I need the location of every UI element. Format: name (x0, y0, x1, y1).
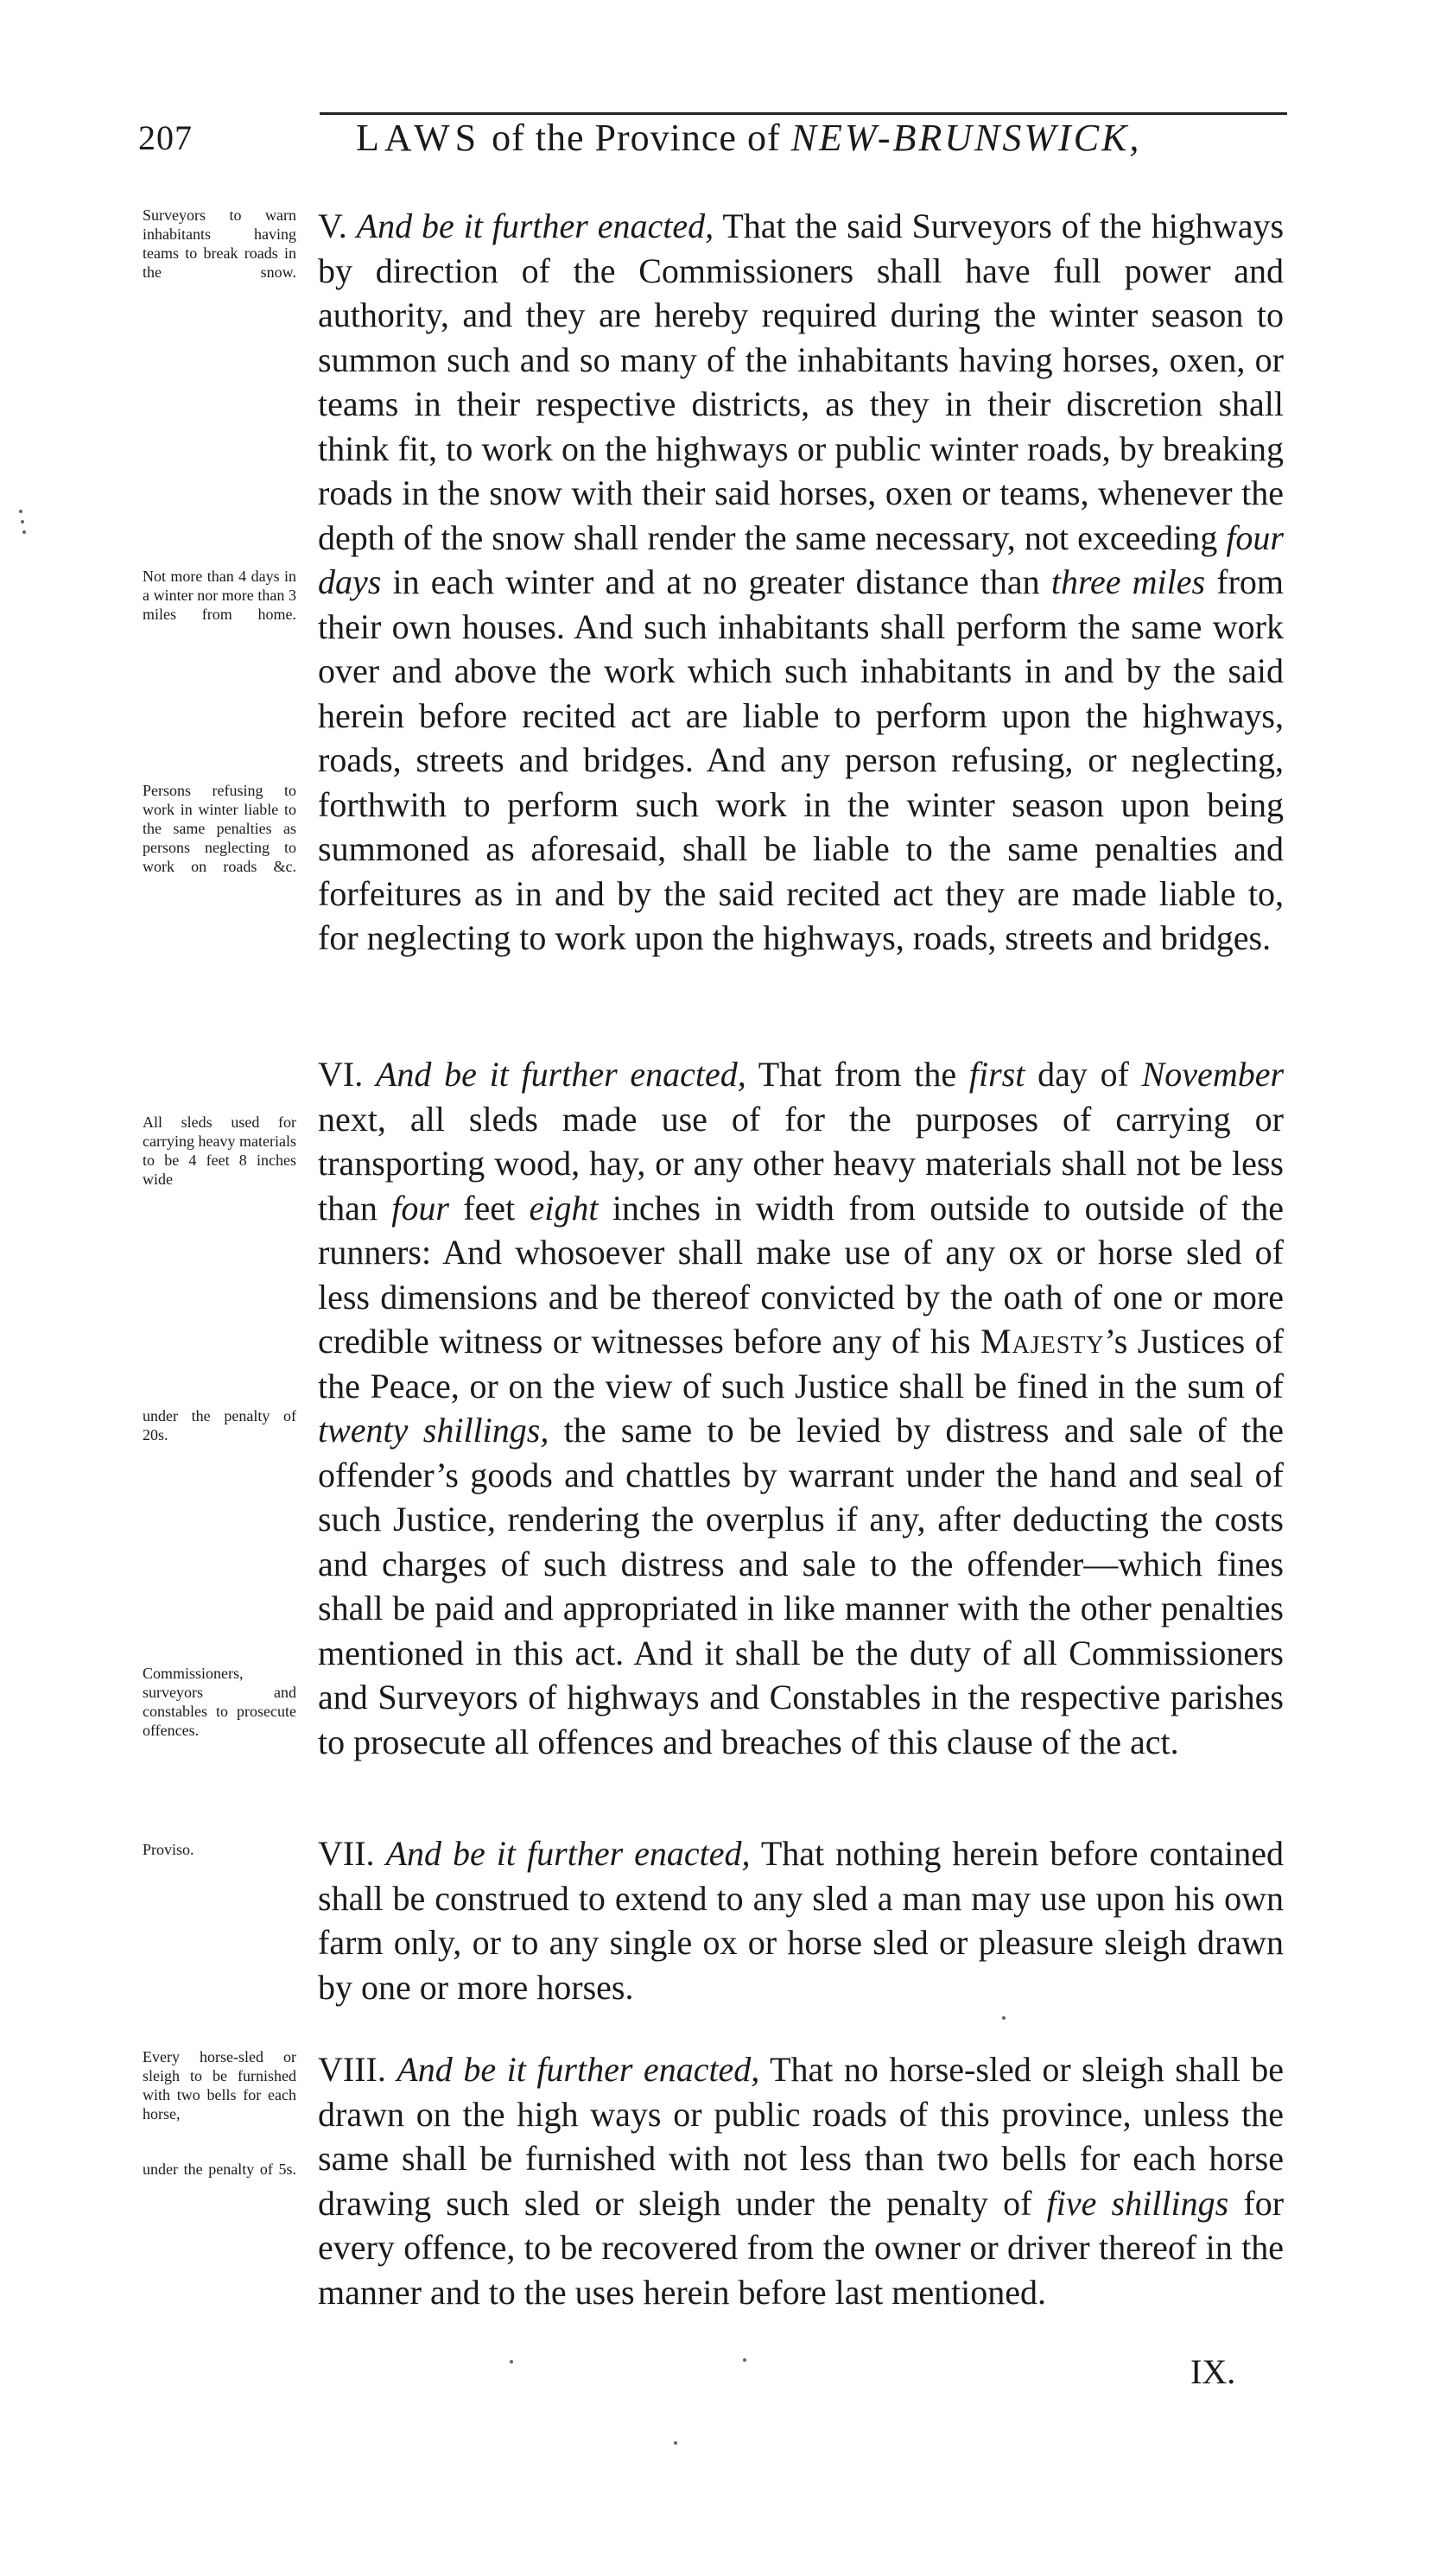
section-text: the same to be levied by distress and sale of the offender’s goods and chattles by warrant under the hand and seal of such Justice, rendering the overplus if any, after deducting the costs and charges of such distress and sale to the offender—which fines shall be paid and appropriated in like manner with the other penalties mentioned in this act. And it shall be the duty of all Commissioners and Surveyors of highways and Constables in the respective parishes to prosecute all offences and breaches of this clause of the act. (318, 1411, 1284, 1761)
catchword: IX. (1190, 2352, 1236, 2391)
italic-term: five shillings (1046, 2183, 1229, 2223)
section-text: That nothing herein before contained shall be construed to extend to any sled a man may use upon his own farm only, or to any single ox or horse sled or pleasure sleigh drawn by one or more horses. (318, 1834, 1285, 2007)
speck (743, 2358, 746, 2362)
enacting-clause: And be it further enacted, (385, 1834, 751, 1873)
page-header (130, 111, 1287, 162)
margin-note-bells: Every horse-sled or sleigh to be furnished with two bells for each horse, (143, 2048, 296, 2122)
section-text: That no horse-sled or sleigh shall be drawn on the high ways or public roads of this province, unless the same shall be furnished with not less than two bells for each horse drawing such sled or sleigh under the penalty of (318, 2050, 1285, 2223)
enacting-clause: And be it further enacted, (375, 1055, 746, 1094)
margin-note-days-limit: Not more than 4 days in a winter nor more than 3 miles from home. (143, 568, 296, 623)
section-numeral: VII. (318, 1834, 375, 1873)
speck (19, 510, 22, 513)
section-text: That from the (746, 1055, 969, 1094)
section-numeral: VIII. (318, 2050, 386, 2089)
small-caps-term: Majesty (980, 1322, 1105, 1361)
section-text: from their own houses. And such inhabitants shall perform the same work over and above the work which such inhabitants in and by the said herein before recited act are liable to perform upon the highways, roads, streets and bridges. And any person refusing, or neglecting, forthwith to perform such work in the winter season upon being summoned as aforesaid, shall be liable to the same penalties and forfeitures as in and by the said recited act they are made liable to, for neglecting to work upon the highways, roads, streets and bridges. (318, 562, 1284, 957)
speck (510, 2360, 513, 2363)
enacting-clause: And be it further enacted, (397, 2050, 760, 2089)
speck (22, 530, 26, 534)
section-text: feet (448, 1188, 530, 1228)
page-number: 207 (138, 118, 193, 157)
section-text: for every offence, to be recovered from the owner or driver thereof in the manner and to the uses herein before last mentioned. (318, 2183, 1285, 2312)
margin-note-persons-refusing: Persons refusing to work in winter liable to the same penalties as persons neglecting to work on roads &c. (143, 782, 296, 875)
italic-term: first (968, 1055, 1025, 1094)
italic-term: four (391, 1188, 449, 1228)
margin-note-penalty-5s: under the penalty of 5s. (143, 2160, 296, 2178)
section-text: day of (1025, 1055, 1142, 1094)
italic-term: November (1141, 1055, 1285, 1094)
header-rule (320, 112, 1287, 115)
margin-note-sleds-width: All sleds used for carrying heavy materials to be 4 feet 8 inches wide (143, 1114, 296, 1188)
section-v (318, 204, 1284, 961)
section-viii (318, 2047, 1284, 2314)
speck (674, 2441, 677, 2445)
enacting-clause: And be it further enacted, (356, 206, 714, 245)
italic-term: eight (529, 1188, 599, 1228)
margin-note-surveyors: Surveyors to warn inhabitants having teams to break roads in the snow. (143, 206, 296, 281)
section-text: That the said Surveyors of the highways by direction of the Commissioners shall have full power and authority, and they are hereby required during the winter season to summon such and so many of the inhabitants having horses, oxen, or teams in their respective districts, as they in their discretion shall think fit, to work on the highways or public winter roads, by breaking roads in the snow with their said horses, oxen or teams, whenever the depth of the snow shall render the same necessary, not exceeding (318, 206, 1285, 557)
margin-note-penalty-20s: under the penalty of 20s. (143, 1407, 296, 1443)
section-text: next, all sleds made use of for the purposes of carrying or transporting wood, hay, or any other heavy materials shall not be less than (318, 1099, 1284, 1228)
section-text: inches in width from outside to outside of the runners: And whosoever shall make use of any ox or horse sled of less dimensions and be thereof convicted by the oath of one or more credible witness or witnesses before any of his (318, 1188, 1284, 1361)
running-head-middle: of the Province of (492, 117, 781, 159)
speck (1002, 2016, 1006, 2020)
speck (21, 520, 24, 523)
section-vi (318, 1052, 1284, 1764)
running-head (356, 116, 1141, 160)
running-head-laws: LAWS (356, 117, 482, 159)
section-text: ’s Justices of the Peace, or on the view of such Justice shall be fined in the sum of (318, 1322, 1284, 1405)
section-vii (318, 1831, 1284, 2009)
margin-note-commissioners: Commissioners, surveyors and constables to prosecute offences. (143, 1665, 296, 1739)
section-text: in each winter and at no greater distance than (381, 562, 1051, 601)
running-head-province: NEW-BRUNSWICK, (790, 117, 1142, 159)
italic-term: three miles (1050, 562, 1206, 601)
margin-note-proviso: Proviso. (143, 1841, 194, 1858)
section-numeral: VI. (318, 1055, 364, 1094)
italic-term: twenty shillings, (318, 1411, 549, 1450)
section-numeral: V. (318, 206, 347, 245)
italic-term: four days (318, 517, 1284, 601)
